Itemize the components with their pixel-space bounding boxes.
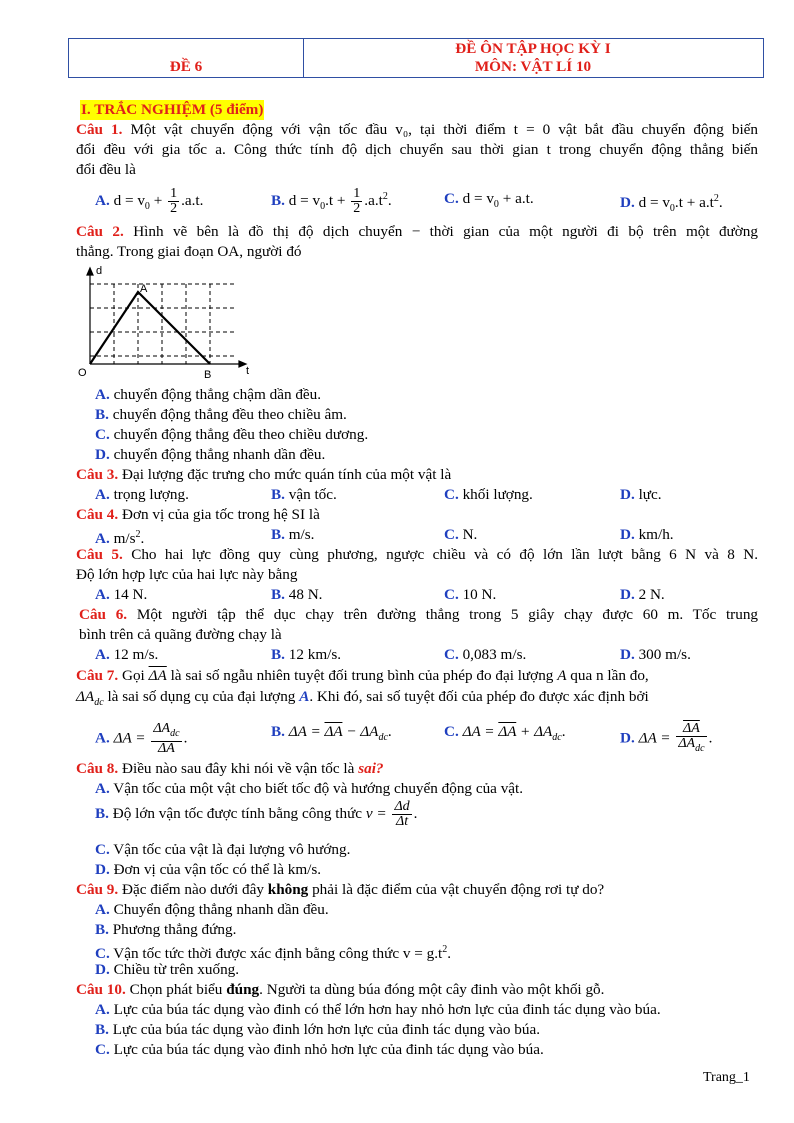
q10-option-c: C. Lực của búa tác dụng vào đinh nhỏ hơn lực của đinh tác dụng vào búa.: [95, 1041, 544, 1058]
q7-option-c: C. $\Delta A = \overline{\Delta A} + \Delta A_{dc}$.: [444, 723, 566, 744]
q5-option-a: A. 14 N.: [95, 586, 148, 603]
q7-option-d: D. ΔA = $\frac{\overline{\Delta A}}{\Delta A_{dc}}$ .: [620, 721, 713, 754]
q9-option-c: C. Vận tốc tức thời được xác định bằng công thức $v = g.t^2$.: [95, 944, 452, 963]
axis-label-t: t: [246, 365, 250, 377]
q6-option-d: D. 300 m/s.: [620, 646, 691, 663]
q5-option-b: B. 48 N.: [271, 586, 323, 603]
q10-option-b: B. Lực của búa tác dụng vào đinh lớn hơn lực của đinh tác dụng vào búa.: [95, 1021, 541, 1038]
q6-stem-line2: bình trên cả quãng đường chạy là: [79, 626, 282, 643]
q7-stem-line2: $\Delta A_{dc}$ là sai số dụng cụ của đại lượng A. Khi đó, sai số tuyệt đối của phép đo được xác định bởi: [76, 688, 649, 709]
origin-label: O: [78, 367, 87, 379]
q1-option-d: D. $d = v_0.t + a.t^2$.: [620, 193, 723, 215]
axis-label-d: d: [96, 265, 103, 277]
q1-option-a: A. $d = v_0$ + $\frac{1}{2}$ .a.t.: [95, 186, 204, 216]
q3-option-b: B. vận tốc.: [271, 486, 337, 503]
exam-header-table: [68, 38, 764, 78]
point-a-label: A: [140, 283, 148, 295]
q4-option-a: A. $m/s^2$.: [95, 529, 145, 548]
displacement-time-graph: [76, 262, 256, 382]
q2-stem-line2: thẳng. Trong giai đoạn OA, người đó: [76, 243, 302, 260]
q2-option-a: A. chuyển động thẳng chậm dần đều.: [95, 386, 322, 403]
q4-option-c: C. N.: [444, 526, 478, 543]
page-number: Trang_1: [703, 1070, 750, 1085]
q7-stem-line1: Câu 7. Gọi $\overline{\Delta A}$ là sai số ngẫu nhiên tuyệt đối trung bình của phép đo đại lượng A qua n lần đo,: [76, 667, 649, 684]
q3-stem: Câu 3. Đại lượng đặc trưng cho mức quán tính của một vật là: [76, 466, 452, 483]
q5-option-c: C. 10 N.: [444, 586, 497, 603]
q1-stem-line3: đổi đều là: [76, 161, 136, 178]
q2-option-d: D. chuyển động thẳng nhanh dần đều.: [95, 446, 326, 463]
q8-stem: Câu 8. Điều nào sau đây khi nói về vận tốc là sai?: [76, 760, 384, 777]
q4-stem: Câu 4. Đơn vị của gia tốc trong hệ SI là: [76, 506, 320, 523]
q6-option-b: B. 12 km/s.: [271, 646, 342, 663]
q4-option-d: D. km/h.: [620, 526, 674, 543]
q6-option-c: C. 0,083 m/s.: [444, 646, 527, 663]
q8-option-b: B. Độ lớn vận tốc được tính bằng công thức v = $\frac{\Delta d}{\Delta t}$ .: [95, 799, 418, 829]
q3-option-d: D. lực.: [620, 486, 662, 503]
graph-grid: [90, 284, 236, 364]
q10-option-a: A. Lực của búa tác dụng vào đinh có thể lớn hơn hay nhỏ hơn lực của đinh tác dụng vào búa.: [95, 1001, 661, 1018]
q1-option-c: C. $d = v_0 + a.t$.: [444, 190, 534, 211]
exam-subject: MÔN: VẬT LÍ 10: [474, 58, 592, 75]
graph-line-oab: [90, 292, 210, 364]
q9-option-d: D. Chiều từ trên xuống.: [95, 961, 240, 978]
q7-option-b: B. $\Delta A = \overline{\Delta A} - \Delta A_{dc}$.: [271, 723, 392, 744]
q10-stem: Câu 10. Chọn phát biểu đúng. Người ta dùng búa đóng một cây đinh vào một khối gỗ.: [76, 981, 605, 998]
exam-code: ĐỀ 6: [169, 58, 203, 75]
exam-code-cell: [69, 39, 304, 77]
q9-option-a: A. Chuyển động thẳng nhanh dần đều.: [95, 901, 329, 918]
q1-option-b: B. $d = v_0.t$ + $\frac{1}{2}$ $.a.t^2$.: [271, 186, 392, 217]
q9-stem: Câu 9. Đặc điểm nào dưới đây không phải là đặc điểm của vật chuyển động rơi tự do?: [76, 881, 605, 898]
exam-title: ĐỀ ÔN TẬP HỌC KỲ I: [455, 40, 611, 57]
q8-option-c: C. Vận tốc của vật là đại lượng vô hướng.: [95, 841, 351, 858]
q5-option-d: D. 2 N.: [620, 586, 665, 603]
q5-stem-line2: Độ lớn hợp lực của hai lực này bằng: [76, 566, 298, 583]
q9-option-b: B. Phương thẳng đứng.: [95, 921, 237, 938]
q5-stem-line1: Câu 5. Cho hai lực đồng quy cùng phương, ngược chiều và có độ lớn lần lượt bằng 6 N và 8 N.: [76, 546, 758, 563]
q2-option-c: C. chuyển động thẳng đều theo chiều dương.: [95, 426, 369, 443]
section-title: I. TRẮC NGHIỆM (5 điểm): [81, 101, 264, 118]
exam-title-cell: [303, 39, 763, 77]
q3-option-c: C. khối lượng.: [444, 486, 533, 503]
q7-option-a: A. ΔA = $\frac{\Delta A_{dc}}{\Delta A}$ .: [95, 721, 188, 756]
q1-stem-line2: đổi đều với gia tốc a. Công thức tính độ dịch chuyển sau thời gian t trong chuyển động thẳng biến: [76, 141, 758, 158]
q8-option-d: D. Đơn vị của vận tốc có thể là km/s.: [95, 861, 322, 878]
q2-option-b: B. chuyển động thẳng đều theo chiều âm.: [95, 406, 347, 423]
q2-stem-line1: Câu 2. Hình vẽ bên là đồ thị độ dịch chuyển − thời gian của một người đi bộ trên một đường: [76, 223, 758, 240]
graph-axes: [87, 268, 246, 367]
q6-stem-line1: Câu 6. Một người tập thể dục chạy trên đường thẳng trong 5 giây chạy được 60 m. Tốc trung: [79, 606, 759, 623]
q4-option-b: B. m/s.: [271, 526, 315, 543]
q6-option-a: A. 12 m/s.: [95, 646, 159, 663]
q8-option-a: A. Vận tốc của một vật cho biết tốc độ và hướng chuyển động của vật.: [95, 780, 524, 797]
q3-option-a: A. trọng lượng.: [95, 486, 189, 503]
point-b-label: B: [204, 369, 212, 381]
q1-stem-line1: Câu 1. Một vật chuyển động với vận tốc đầu v₀, tại thời điểm t = 0 vật bắt đầu chuyển động biến: [76, 121, 759, 138]
